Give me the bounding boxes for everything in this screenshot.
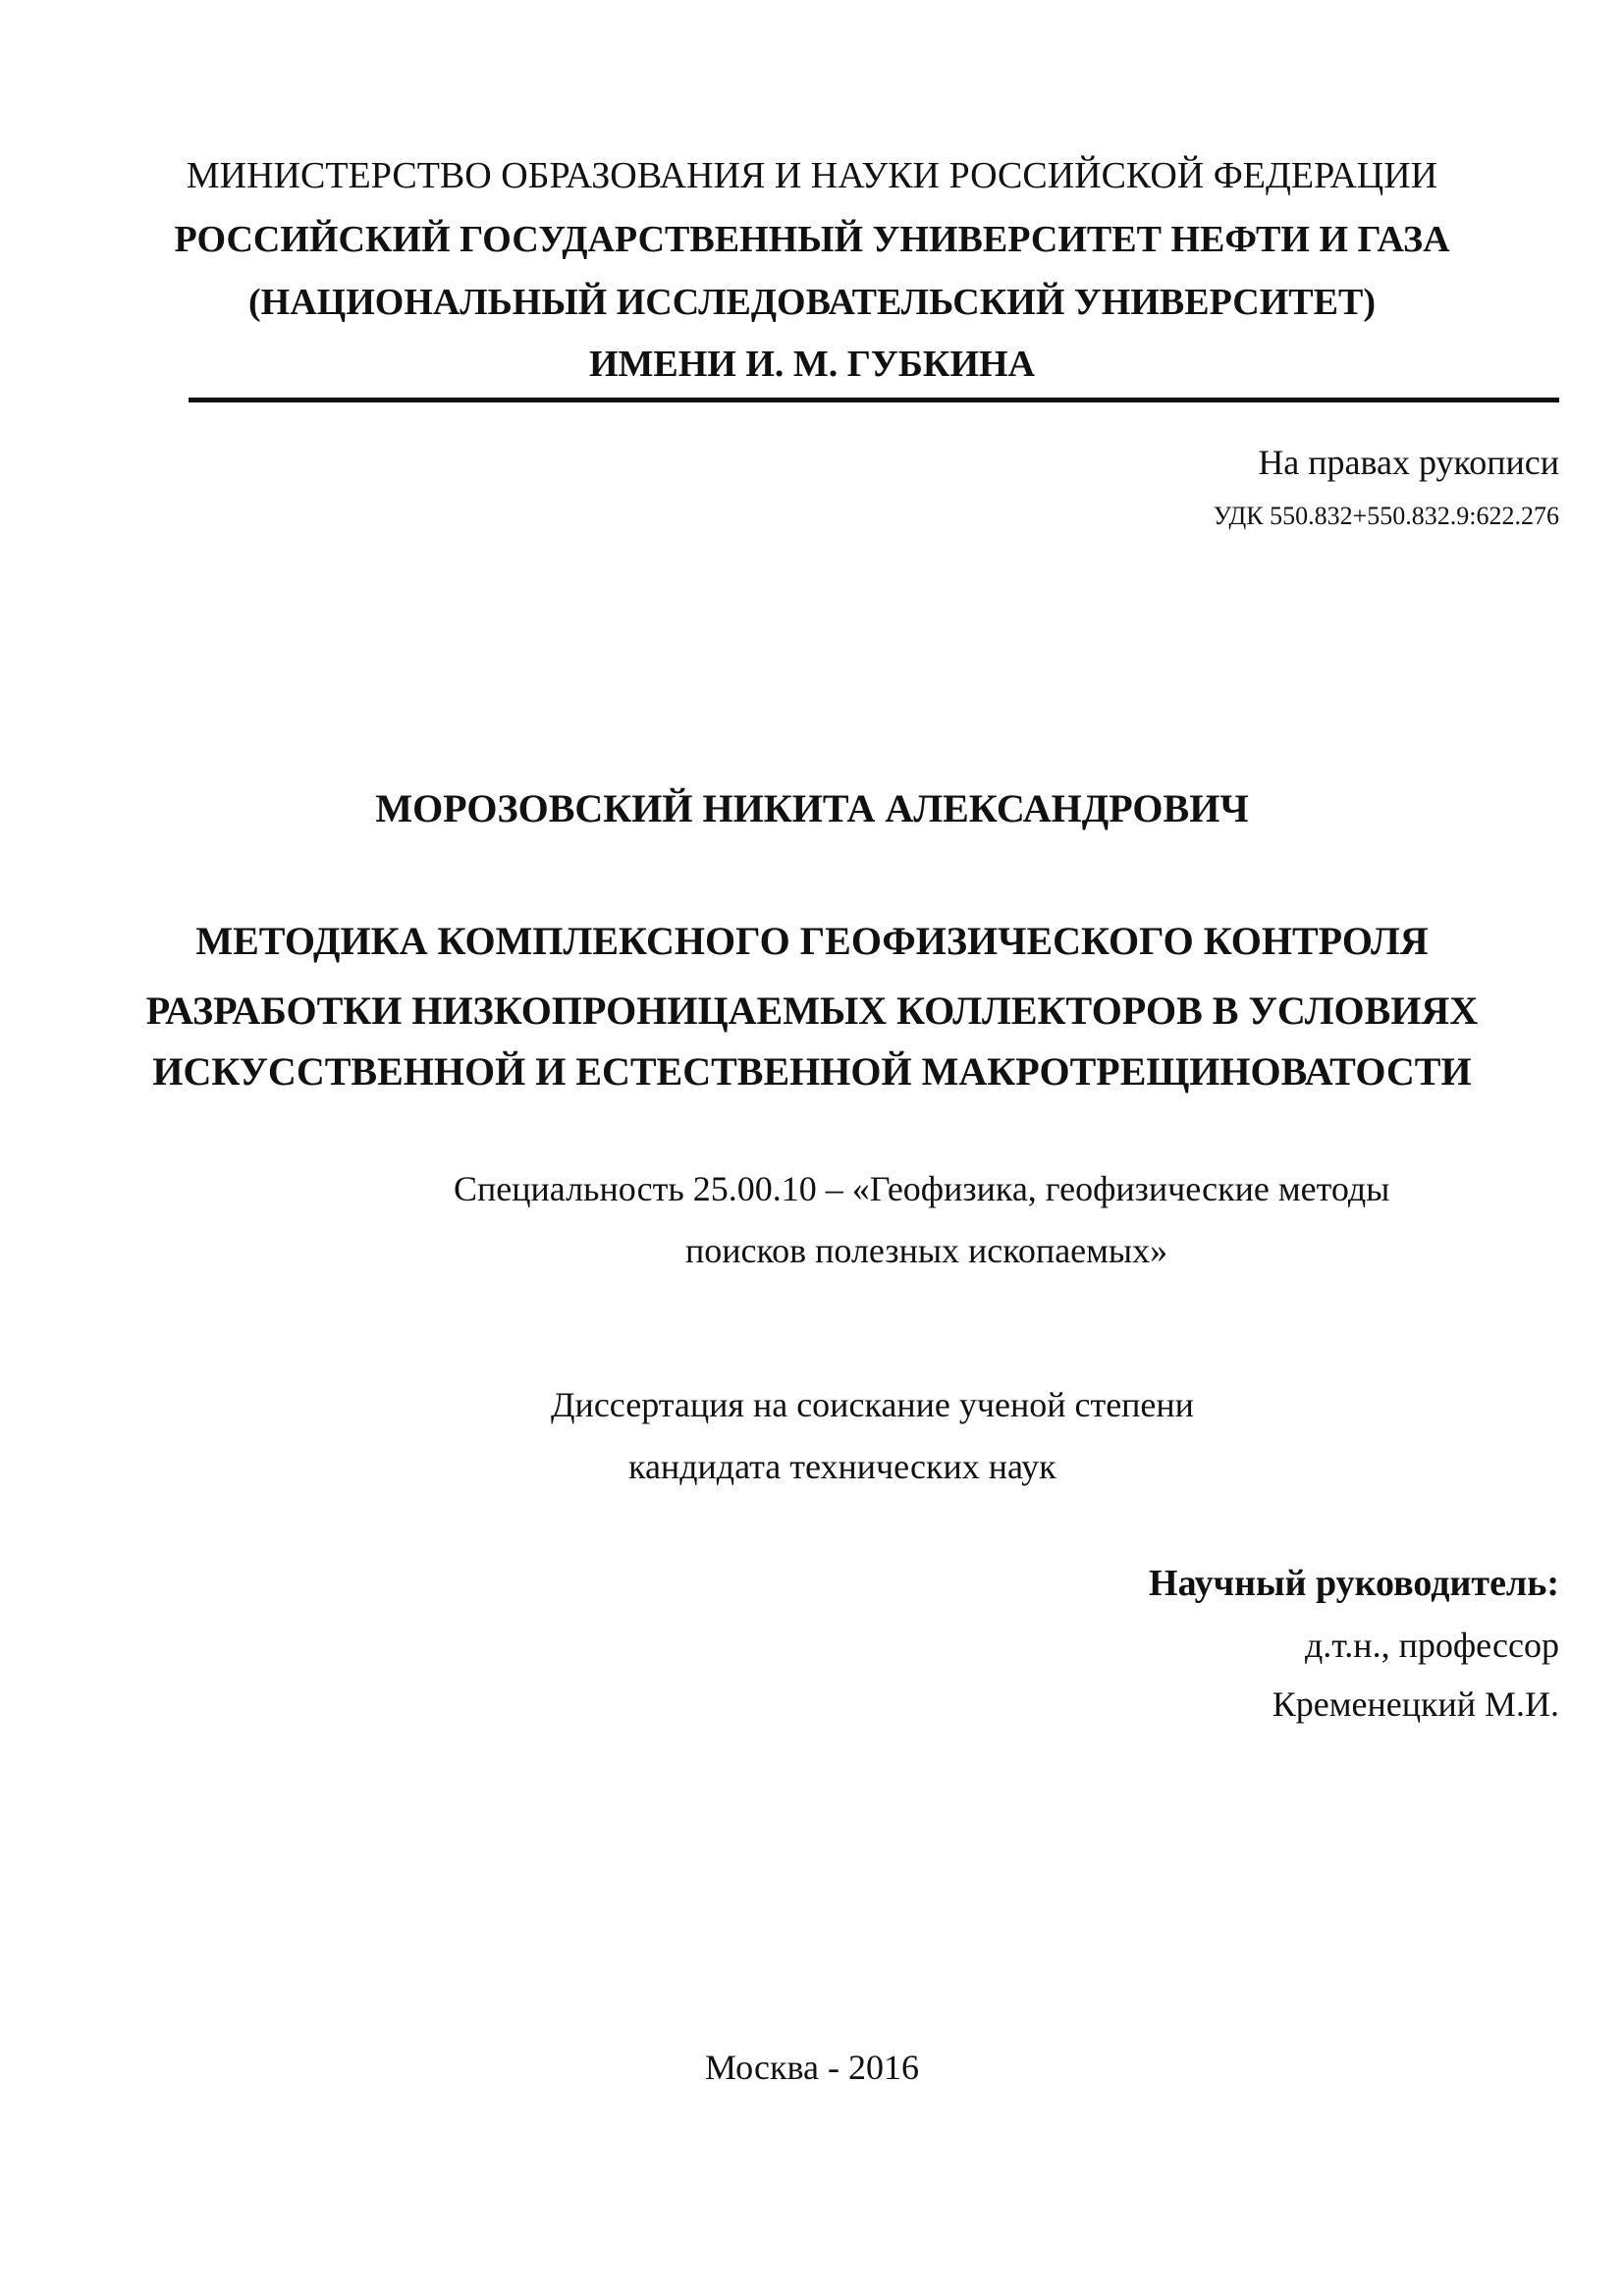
university-name-line-2: (НАЦИОНАЛЬНЫЙ ИССЛЕДОВАТЕЛЬСКИЙ УНИВЕРСИТЕТ)	[248, 282, 1376, 323]
advisor-label: Научный руководитель:	[1149, 1563, 1559, 1604]
university-name-line-3: ИМЕНИ И. М. ГУБКИНА	[588, 344, 1036, 385]
advisor-degree: д.т.н., профессор	[1304, 1626, 1559, 1665]
thesis-title-line-2: РАЗРАБОТКИ НИЗКОПРОНИЦАЕМЫХ КОЛЛЕКТОРОВ В УСЛОВИЯХ	[145, 988, 1479, 1033]
author-name: МОРОЗОВСКИЙ НИКИТА АЛЕКСАНДРОВИЧ	[375, 786, 1249, 830]
advisor-name: Кременецкий М.И.	[1272, 1684, 1559, 1724]
specialty-line-1: Специальность 25.00.10 – «Геофизика, геофизические методы	[454, 1169, 1390, 1208]
manuscript-rights-note: На правах рукописи	[1258, 443, 1559, 482]
dissertation-line-2: кандидата технических наук	[628, 1447, 1056, 1486]
city-year: Москва - 2016	[705, 2048, 919, 2087]
thesis-title-line-1: МЕТОДИКА КОМПЛЕКСНОГО ГЕОФИЗИЧЕСКОГО КОНТРОЛЯ	[195, 919, 1429, 963]
dissertation-line-1: Диссертация на соискание ученой степени	[551, 1385, 1194, 1424]
udk-code: УДК 550.832+550.832.9:622.276	[1213, 502, 1559, 530]
header-divider	[189, 398, 1559, 402]
thesis-title-line-3: ИСКУССТВЕННОЙ И ЕСТЕСТВЕННОЙ МАКРОТРЕЩИНОВАТОСТИ	[152, 1049, 1472, 1094]
specialty-line-2: поисков полезных ископаемых»	[685, 1231, 1168, 1270]
ministry-line: МИНИСТЕРСТВО ОБРАЗОВАНИЯ И НАУКИ РОССИЙСКОЙ ФЕДЕРАЦИИ	[186, 155, 1438, 196]
university-name-line-1: РОССИЙСКИЙ ГОСУДАРСТВЕННЫЙ УНИВЕРСИТЕТ НЕФТИ И ГАЗА	[174, 219, 1450, 260]
